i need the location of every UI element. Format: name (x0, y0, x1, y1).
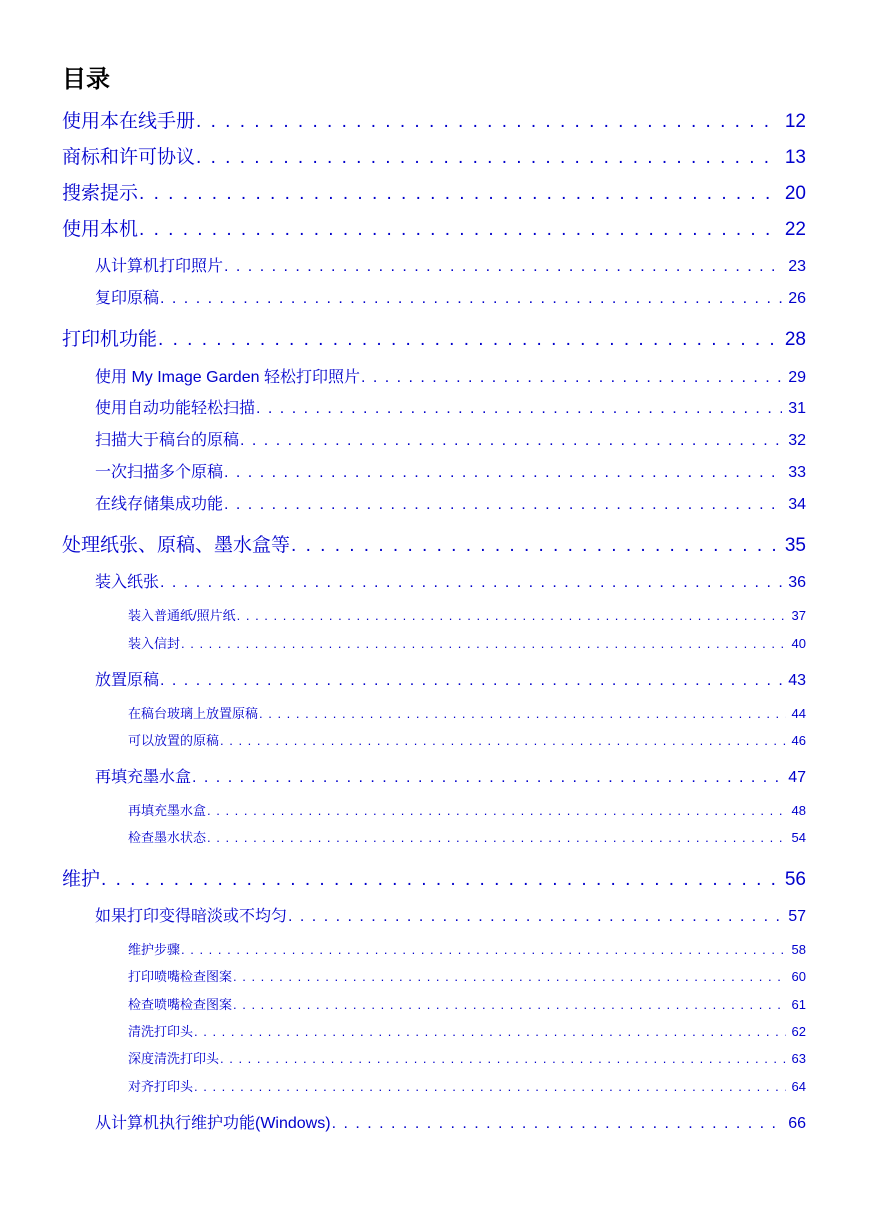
toc-entry-label: 扫描大于稿台的原稿 (95, 432, 240, 449)
toc-entry-page-number: 44 (791, 706, 806, 721)
toc-entry-label: 打印喷嘴检查图案 (128, 969, 233, 984)
toc-entry[interactable] (95, 285, 806, 309)
toc-entry-page-number: 57 (788, 908, 806, 925)
toc-entry-label: 如果打印变得暗淡或不均匀 (95, 908, 288, 925)
toc-entry-label: 装入纸张 (95, 574, 160, 591)
toc-entry-page-number: 33 (788, 464, 806, 481)
toc-entry-page-number: 37 (791, 608, 806, 623)
toc-dot-leader (259, 706, 786, 721)
toc-entry-label: 清洗打印头 (128, 1024, 194, 1039)
toc-entry-page-number: 36 (788, 574, 806, 591)
toc-entry-label: 再填充墨水盒 (95, 769, 192, 786)
toc-entry-page-number: 22 (784, 219, 806, 240)
toc-entry-label: 使用自动功能轻松扫描 (95, 400, 256, 417)
toc-entry[interactable] (95, 427, 806, 451)
toc-entry[interactable] (95, 364, 806, 388)
toc-entry-page-number: 26 (788, 290, 806, 307)
toc-entry[interactable] (128, 966, 806, 986)
toc-entry-page-number: 28 (784, 329, 806, 350)
toc-dot-leader (224, 496, 782, 514)
toc-entry-page-number: 63 (791, 1051, 806, 1066)
toc-entry-label: 商标和许可协议 (62, 147, 196, 168)
toc-entry-page-number: 43 (788, 672, 806, 689)
toc-entry[interactable] (128, 1076, 806, 1096)
toc-entry-label: 在线存储集成功能 (95, 496, 224, 513)
toc-dot-leader (194, 1024, 786, 1039)
toc-entry-label: 可以放置的原稿 (128, 733, 220, 748)
toc-entry[interactable] (95, 569, 806, 593)
toc-entry-page-number: 12 (784, 111, 806, 132)
toc-entry-label: 从计算机打印照片 (95, 258, 224, 275)
toc-entry-page-number: 64 (791, 1079, 806, 1094)
toc-entry[interactable] (95, 667, 806, 691)
toc-entry-label: 再填充墨水盒 (128, 803, 207, 818)
toc-entry[interactable] (128, 605, 806, 625)
toc-dot-leader (220, 733, 786, 748)
toc-entry[interactable] (95, 395, 806, 419)
toc-entry-page-number: 46 (791, 733, 806, 748)
toc-entry-page-number: 60 (791, 969, 806, 984)
toc-entry-page-number: 40 (791, 636, 806, 651)
toc-dot-leader (240, 432, 782, 450)
toc-entry-page-number: 20 (784, 183, 806, 204)
toc-dot-leader (237, 608, 786, 623)
toc-entry-page-number: 54 (791, 830, 806, 845)
toc-entry[interactable] (128, 703, 806, 723)
toc-entry[interactable] (128, 827, 806, 847)
toc-dot-leader (194, 1079, 786, 1094)
toc-dot-leader (224, 258, 782, 276)
toc-dot-leader (207, 803, 786, 818)
toc-entry[interactable] (62, 864, 806, 892)
toc-entry[interactable] (95, 903, 806, 927)
toc-entry[interactable] (128, 1021, 806, 1041)
toc-entry[interactable] (62, 530, 806, 558)
toc-entry[interactable] (62, 324, 806, 352)
toc-entry[interactable] (62, 178, 806, 206)
toc-entry-page-number: 31 (788, 400, 806, 417)
toc-dot-leader (288, 908, 782, 926)
toc-entry-page-number: 61 (791, 997, 806, 1012)
toc-entry-page-number: 13 (784, 147, 806, 168)
toc-entry[interactable] (128, 800, 806, 820)
toc-entry[interactable] (128, 994, 806, 1014)
toc-dot-leader (158, 329, 779, 351)
toc-entry-label: 使用本机 (62, 219, 139, 240)
toc-entry-label: 搜索提示 (62, 183, 139, 204)
toc-entry-label: 打印机功能 (62, 329, 158, 350)
toc-dot-leader (361, 369, 782, 387)
toc-entry[interactable] (62, 214, 806, 242)
toc-entry-label: 一次扫描多个原稿 (95, 464, 224, 481)
toc-entry[interactable] (95, 764, 806, 788)
toc-entry-label: 在稿台玻璃上放置原稿 (128, 706, 259, 721)
toc-entry-label: 装入普通纸/照片纸 (128, 608, 236, 623)
toc-dot-leader (192, 769, 782, 787)
toc-entry[interactable] (95, 459, 806, 483)
toc-entry[interactable] (95, 1110, 806, 1134)
toc-entry-page-number: 23 (788, 258, 806, 275)
toc-entry-label: 对齐打印头 (128, 1079, 194, 1094)
toc-dot-leader (220, 1051, 786, 1066)
toc-dot-leader (233, 997, 786, 1012)
toc-entry-page-number: 56 (784, 869, 806, 890)
toc-entry-label: 从计算机执行维护功能(Windows) (95, 1115, 331, 1132)
toc-entry-page-number: 29 (788, 369, 806, 386)
toc-entry-page-number: 34 (788, 496, 806, 513)
toc-entry-page-number: 66 (788, 1115, 806, 1132)
toc-entry-label: 使用 My Image Garden 轻松打印照片 (95, 369, 360, 386)
toc-dot-leader (181, 942, 786, 957)
toc-entry-page-number: 62 (791, 1024, 806, 1039)
toc-dot-leader (291, 535, 779, 557)
toc-entry-label: 维护步骤 (128, 942, 181, 957)
toc-dot-leader (181, 636, 786, 651)
toc-entry-label: 复印原稿 (95, 290, 160, 307)
page-title: 目录 (62, 66, 110, 93)
toc-entry[interactable] (95, 253, 806, 277)
toc-dot-leader (196, 147, 779, 169)
toc-dot-leader (196, 111, 779, 133)
toc-dot-leader (256, 400, 782, 418)
toc-dot-leader (233, 969, 786, 984)
toc-entry-label: 检查墨水状态 (128, 830, 207, 845)
toc-dot-leader (160, 574, 782, 592)
toc-entry-label: 装入信封 (128, 636, 181, 651)
toc-entry-label: 放置原稿 (95, 672, 160, 689)
toc-entry-page-number: 47 (788, 769, 806, 786)
toc-entry-page-number: 58 (791, 942, 806, 957)
toc-entry[interactable] (128, 730, 806, 750)
toc-entry[interactable] (128, 1048, 806, 1068)
toc-dot-leader (207, 830, 786, 845)
toc-entry[interactable] (128, 939, 806, 959)
toc-dot-leader (332, 1115, 783, 1133)
toc-entry[interactable] (95, 491, 806, 515)
toc-dot-leader (101, 869, 779, 891)
toc-dot-leader (160, 672, 782, 690)
toc-entry[interactable] (62, 142, 806, 170)
toc-entry-label: 深度清洗打印头 (128, 1051, 220, 1066)
toc-entry-page-number: 32 (788, 432, 806, 449)
toc-entry-label: 使用本在线手册 (62, 111, 196, 132)
toc-entry-page-number: 48 (791, 803, 806, 818)
toc-dot-leader (224, 464, 782, 482)
toc-entry-label: 检查喷嘴检查图案 (128, 997, 233, 1012)
toc-entry-label: 处理纸张、原稿、墨水盒等 (62, 535, 291, 556)
toc-dot-leader (160, 290, 782, 308)
toc-entry-label: 维护 (62, 869, 101, 890)
toc-dot-leader (139, 219, 779, 241)
toc-entry-page-number: 35 (784, 535, 806, 556)
toc-entry[interactable] (128, 633, 806, 653)
toc-entry[interactable] (62, 106, 806, 134)
toc-dot-leader (139, 183, 779, 205)
